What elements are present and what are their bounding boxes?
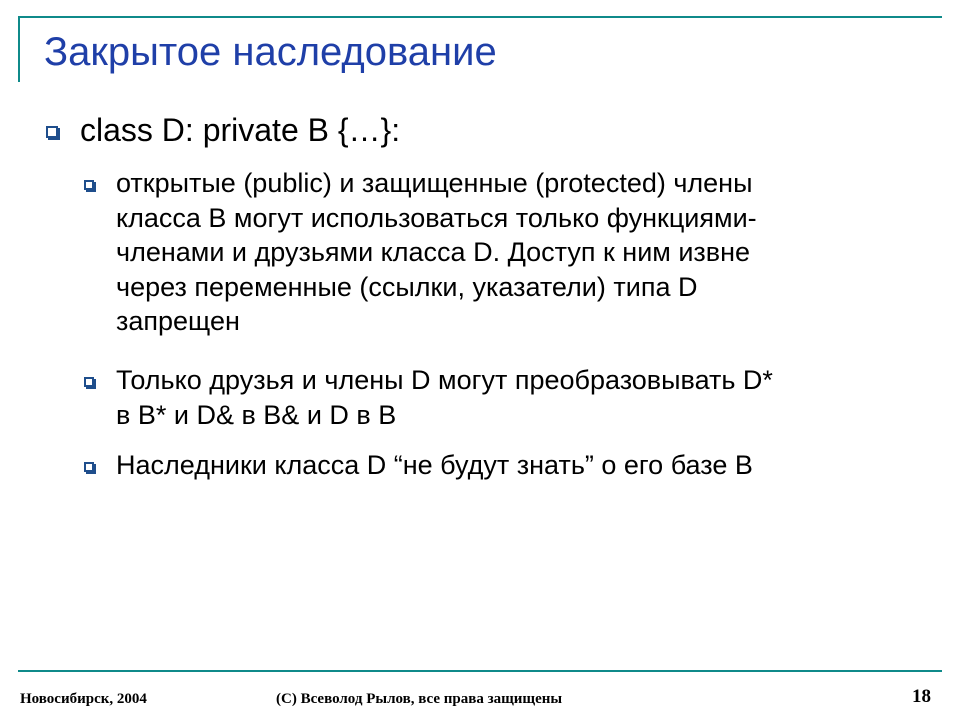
left-rule <box>18 16 20 82</box>
sub-bullet-line: открытые (public) и защищенные (protected) члены <box>116 168 753 198</box>
slide-title: Закрытое наследование <box>44 30 497 74</box>
bullet-square-icon <box>46 126 58 138</box>
sub-bullet-line: Наследники класса D “не будут знать” о его базе B <box>116 450 753 480</box>
sub-bullet-conversions <box>116 363 936 432</box>
sub-bullet-line: членами и друзьями класса D. Доступ к ним извне <box>116 237 751 267</box>
sub-bullet-descendants <box>116 448 936 483</box>
sub-bullet-line: класса B могут использоваться только функциями- <box>116 202 757 233</box>
sub-bullet-square-icon <box>84 462 94 472</box>
page-number: 18 <box>912 686 931 707</box>
sub-bullet-line: Только друзья и члены D могут преобразовывать D* <box>116 365 773 395</box>
bullet-class-declaration: class D: private B {…}: <box>80 112 401 148</box>
footer-copyright: (C) Всеволод Рылов, все права защищены <box>276 691 563 707</box>
sub-bullet-line: через переменные (ссылки, указатели) типа D <box>116 271 698 302</box>
top-rule <box>18 16 942 18</box>
sub-bullet-square-icon <box>84 377 94 387</box>
bottom-rule <box>18 670 942 672</box>
sub-bullet-square-icon <box>84 180 94 190</box>
sub-bullet-line: запрещен <box>116 306 240 336</box>
sub-bullet-line: в B* и D& в B& и D в B <box>116 399 397 430</box>
footer-city-year: Новосибирск, 2004 <box>20 691 147 707</box>
sub-bullet-access-rules <box>116 166 936 339</box>
